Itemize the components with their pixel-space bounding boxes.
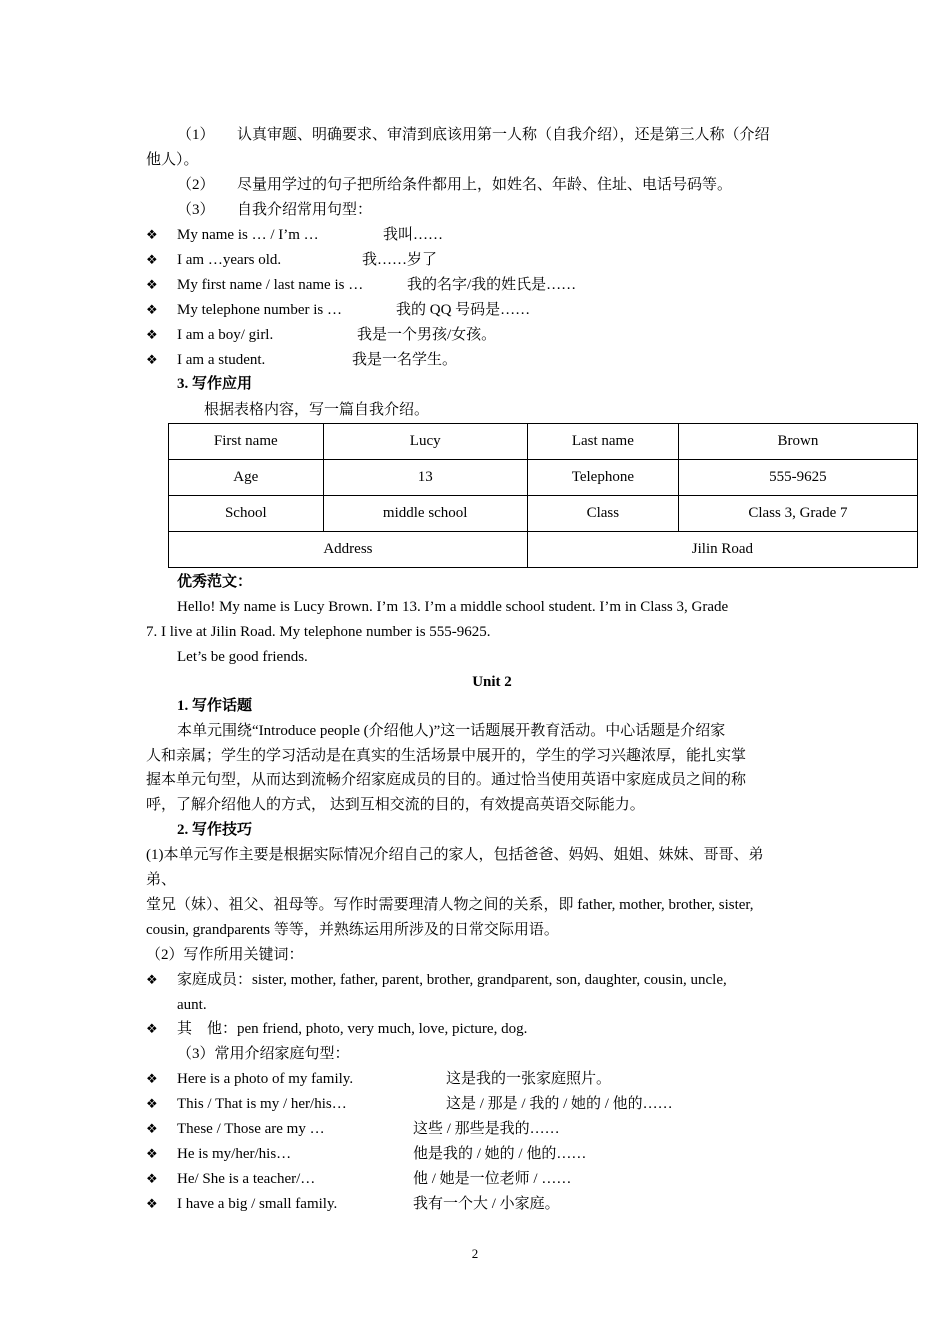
tip-3: （3） 自我介绍常用句型： [177, 202, 373, 218]
paragraph: 握本单元句型，从而达到流畅介绍家庭成员的目的。通过恰当使用英语中家庭成员之间的称 [146, 772, 747, 788]
section-title: 1. 写作话题 [177, 698, 253, 714]
table-cell: Class [527, 496, 678, 532]
table-cell: Lucy [323, 424, 527, 460]
pattern-zh: 我是一个男孩/女孩。 [357, 327, 497, 343]
pattern-zh: 我叫…… [383, 227, 444, 243]
table-row [169, 460, 918, 496]
bullet-icon: ❖ [146, 252, 158, 267]
bullet-icon: ❖ [146, 1021, 158, 1036]
bullet-icon: ❖ [146, 302, 158, 317]
bullet-icon: ❖ [146, 327, 158, 342]
pattern-en: I am a boy/ girl. [177, 327, 274, 343]
keyword-line: 家庭成员：sister, mother, father, parent, brother, grandparent, son, daughter, cousin, uncle, [177, 972, 727, 988]
bullet-icon: ❖ [146, 1121, 158, 1136]
paragraph: 本单元围绕“Introduce people (介绍他人)”这一话题展开教育活动。中心话题是介绍家 [177, 723, 726, 739]
bullet-icon: ❖ [146, 227, 158, 242]
pattern-en: I am …years old. [177, 252, 282, 268]
pattern-en: My first name / last name is … [177, 277, 364, 293]
section-intro: 根据表格内容，写一篇自我介绍。 [204, 402, 430, 418]
keyword-line: 其 他：pen friend, photo, very much, love, picture, dog. [177, 1021, 528, 1037]
tip-2: （2） 尽量用学过的句子把所给条件都用上，如姓名、年龄、住址、电话号码等。 [177, 177, 733, 193]
tip-1-cont: 他人）。 [146, 152, 199, 168]
bullet-icon: ❖ [146, 1196, 158, 1211]
table-cell: Age [169, 460, 324, 496]
table-cell: 555-9625 [678, 460, 917, 496]
table-cell: 13 [323, 460, 527, 496]
table-row [169, 424, 918, 460]
paragraph: （3）常用介绍家庭句型： [177, 1046, 350, 1062]
sample-title: 优秀范文： [177, 574, 253, 590]
table-cell: middle school [323, 496, 527, 532]
paragraph: (1)本单元写作主要是根据实际情况介绍自己的家人，包括爸爸、妈妈、姐姐、妹妹、哥哥、弟 [146, 847, 764, 863]
bullet-icon: ❖ [146, 352, 158, 367]
bullet-icon: ❖ [146, 1171, 158, 1186]
table-cell: School [169, 496, 324, 532]
table-cell: Telephone [527, 460, 678, 496]
pattern-en: My telephone number is … [177, 302, 342, 318]
page-number: 2 [471, 1246, 479, 1261]
bullet-icon: ❖ [146, 1071, 158, 1086]
pattern-zh: 我的 QQ 号码是…… [396, 302, 531, 318]
paragraph: 人和亲属；学生的学习活动是在真实的生活场景中展开的，学生的学习兴趣浓厚，能扎实掌 [146, 748, 747, 764]
table-cell: Address [169, 532, 528, 568]
sample-text: Let’s be good friends. [177, 649, 308, 665]
pattern-en: I have a big / small family. [177, 1196, 338, 1212]
bullet-icon: ❖ [146, 1146, 158, 1161]
bullet-icon: ❖ [146, 1096, 158, 1111]
section-title: 3. 写作应用 [177, 376, 253, 392]
paragraph: 弟、 [146, 872, 177, 888]
table-cell: Class 3, Grade 7 [678, 496, 917, 532]
pattern-zh: 这是我的一张家庭照片。 [446, 1071, 612, 1087]
section-title: 2. 写作技巧 [177, 822, 253, 838]
sample-text: 7. I live at Jilin Road. My telephone number is 555-9625. [146, 624, 491, 640]
pattern-en: He is my/her/his… [177, 1146, 292, 1162]
table-cell: Last name [527, 424, 678, 460]
pattern-zh: 这是 / 那是 / 我的 / 她的 / 他的…… [446, 1096, 673, 1112]
paragraph: 堂兄（妹）、祖父、祖母等。写作时需要理清人物之间的关系，即 father, mother, brother, sister, [146, 897, 754, 913]
info-table [168, 423, 918, 568]
pattern-zh: 我是一名学生。 [352, 352, 458, 368]
pattern-zh: 我有一个大 / 小家庭。 [413, 1196, 560, 1212]
pattern-en: I am a student. [177, 352, 266, 368]
keyword-line: aunt. [177, 997, 207, 1013]
pattern-zh: 他 / 她是一位老师 / …… [413, 1171, 572, 1187]
table-row [169, 532, 918, 568]
pattern-en: This / That is my / her/his… [177, 1096, 347, 1112]
pattern-zh: 我的名字/我的姓氏是…… [407, 277, 577, 293]
pattern-en: He/ She is a teacher/… [177, 1171, 316, 1187]
table-cell: First name [169, 424, 324, 460]
unit-title: Unit 2 [472, 674, 512, 690]
paragraph: 呼，了解介绍他人的方式， 达到互相交流的目的，有效提高英语交际能力。 [146, 797, 645, 813]
paragraph: （2）写作所用关键词： [146, 947, 304, 963]
pattern-zh: 这些 / 那些是我的…… [413, 1121, 560, 1137]
table-cell: Brown [678, 424, 917, 460]
pattern-zh: 他是我的 / 她的 / 他的…… [413, 1146, 587, 1162]
bullet-icon: ❖ [146, 972, 158, 987]
pattern-en: Here is a photo of my family. [177, 1071, 354, 1087]
paragraph: cousin, grandparents 等等，并熟练运用所涉及的日常交际用语。 [146, 922, 559, 938]
table-row [169, 496, 918, 532]
pattern-en: My name is … / I’m … [177, 227, 319, 243]
pattern-zh: 我……岁了 [362, 252, 438, 268]
pattern-en: These / Those are my … [177, 1121, 325, 1137]
tip-1: （1） 认真审题、明确要求、审清到底该用第一人称（自我介绍），还是第三人称（介绍 [177, 127, 770, 143]
bullet-icon: ❖ [146, 277, 158, 292]
table-cell: Jilin Road [527, 532, 917, 568]
sample-text: Hello! My name is Lucy Brown. I’m 13. I’m a middle school student. I’m in Class 3, Grade [177, 599, 729, 615]
